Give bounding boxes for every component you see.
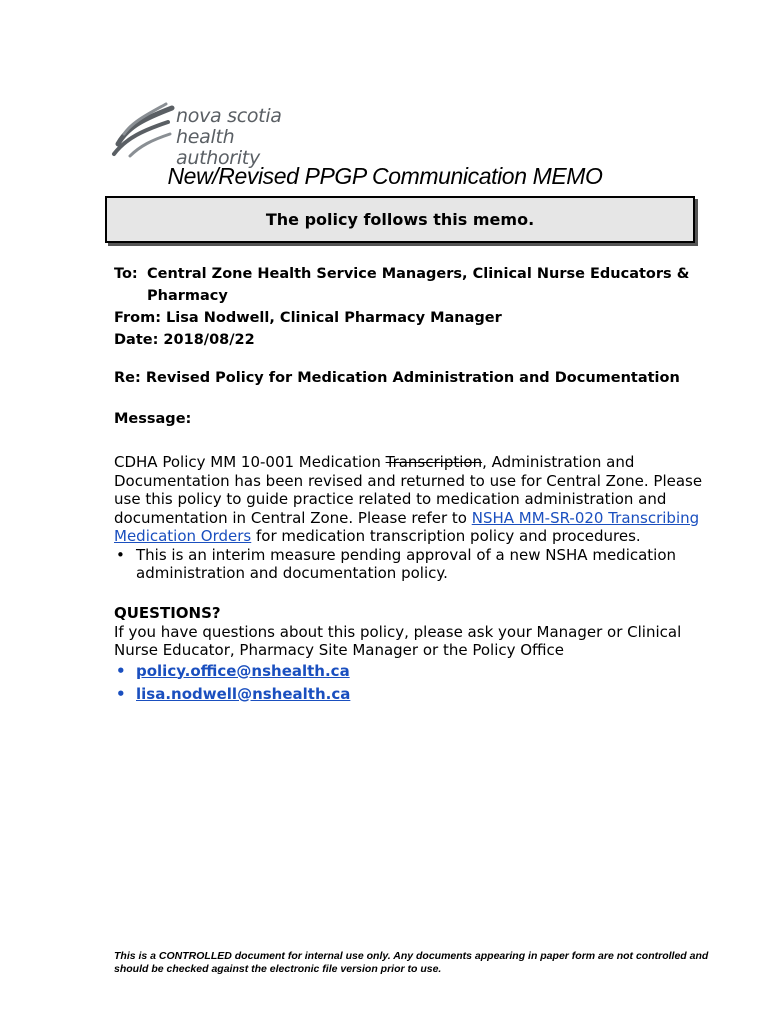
re-line: Re: Revised Policy for Medication Administration and Documentation	[114, 370, 680, 386]
logo-line-1: nova scotia	[176, 105, 282, 127]
logo-wordmark	[176, 106, 310, 169]
controlled-document-footer: This is a CONTROLLED document for internal use only. Any documents appearing in paper form are not controlled and should be checked against the electronic file version prior to use.	[114, 950, 709, 975]
paragraph-text-c: for medication transcription policy and procedures.	[251, 527, 641, 545]
to-value: Central Zone Health Service Managers, Clinical Nurse Educators &	[147, 266, 690, 282]
message-paragraph	[114, 453, 724, 546]
message-body	[114, 453, 724, 583]
memo-title: New/Revised PPGP Communication MEMO	[167, 163, 603, 189]
paragraph-text-a: CDHA Policy MM 10-001 Medication	[114, 453, 386, 471]
message-bullets	[114, 546, 724, 583]
bullet-icon: •	[116, 661, 126, 680]
list-item	[114, 660, 724, 683]
questions-section	[114, 604, 724, 706]
memo-header	[114, 263, 694, 351]
nsha-logo	[110, 100, 310, 169]
questions-heading: QUESTIONS?	[114, 604, 221, 622]
policy-notice-text: The policy follows this memo.	[265, 210, 535, 229]
policy-office-email-link[interactable]: policy.office@nshealth.ca	[136, 661, 350, 680]
paragraph-text-b: , Administration and Documentation has been revised and returned to use for Central Zone. Please use this policy to guide practice related to medication administration and documentation in Central Zone. Please refer to	[114, 453, 703, 527]
struck-word: Transcription	[385, 453, 483, 471]
policy-notice-box	[105, 196, 695, 243]
email-list	[114, 660, 724, 706]
list-item	[114, 546, 724, 583]
from-line: From: Lisa Nodwell, Clinical Pharmacy Manager	[114, 310, 502, 326]
bullet-icon: •	[116, 684, 126, 703]
to-label: To:	[114, 266, 138, 282]
wave-logo-icon	[110, 100, 180, 158]
transcribing-policy-link[interactable]: NSHA MM-SR-020 Transcribing Medication Orders	[114, 508, 700, 545]
to-value-continued: Pharmacy	[147, 288, 228, 304]
message-label: Message:	[114, 411, 192, 427]
list-item	[114, 683, 724, 706]
logo-line-2: health authority	[176, 126, 260, 169]
questions-text: If you have questions about this policy, please ask your Manager or Clinical Nurse Educator, Pharmacy Site Manager or the Policy Office	[114, 622, 682, 659]
date-line: Date: 2018/08/22	[114, 332, 255, 348]
interim-measure-text: This is an interim measure pending approval of a new NSHA medication administration and documentation policy.	[136, 545, 677, 582]
bullet-icon: •	[116, 545, 125, 564]
lisa-nodwell-email-link[interactable]: lisa.nodwell@nshealth.ca	[136, 684, 351, 703]
